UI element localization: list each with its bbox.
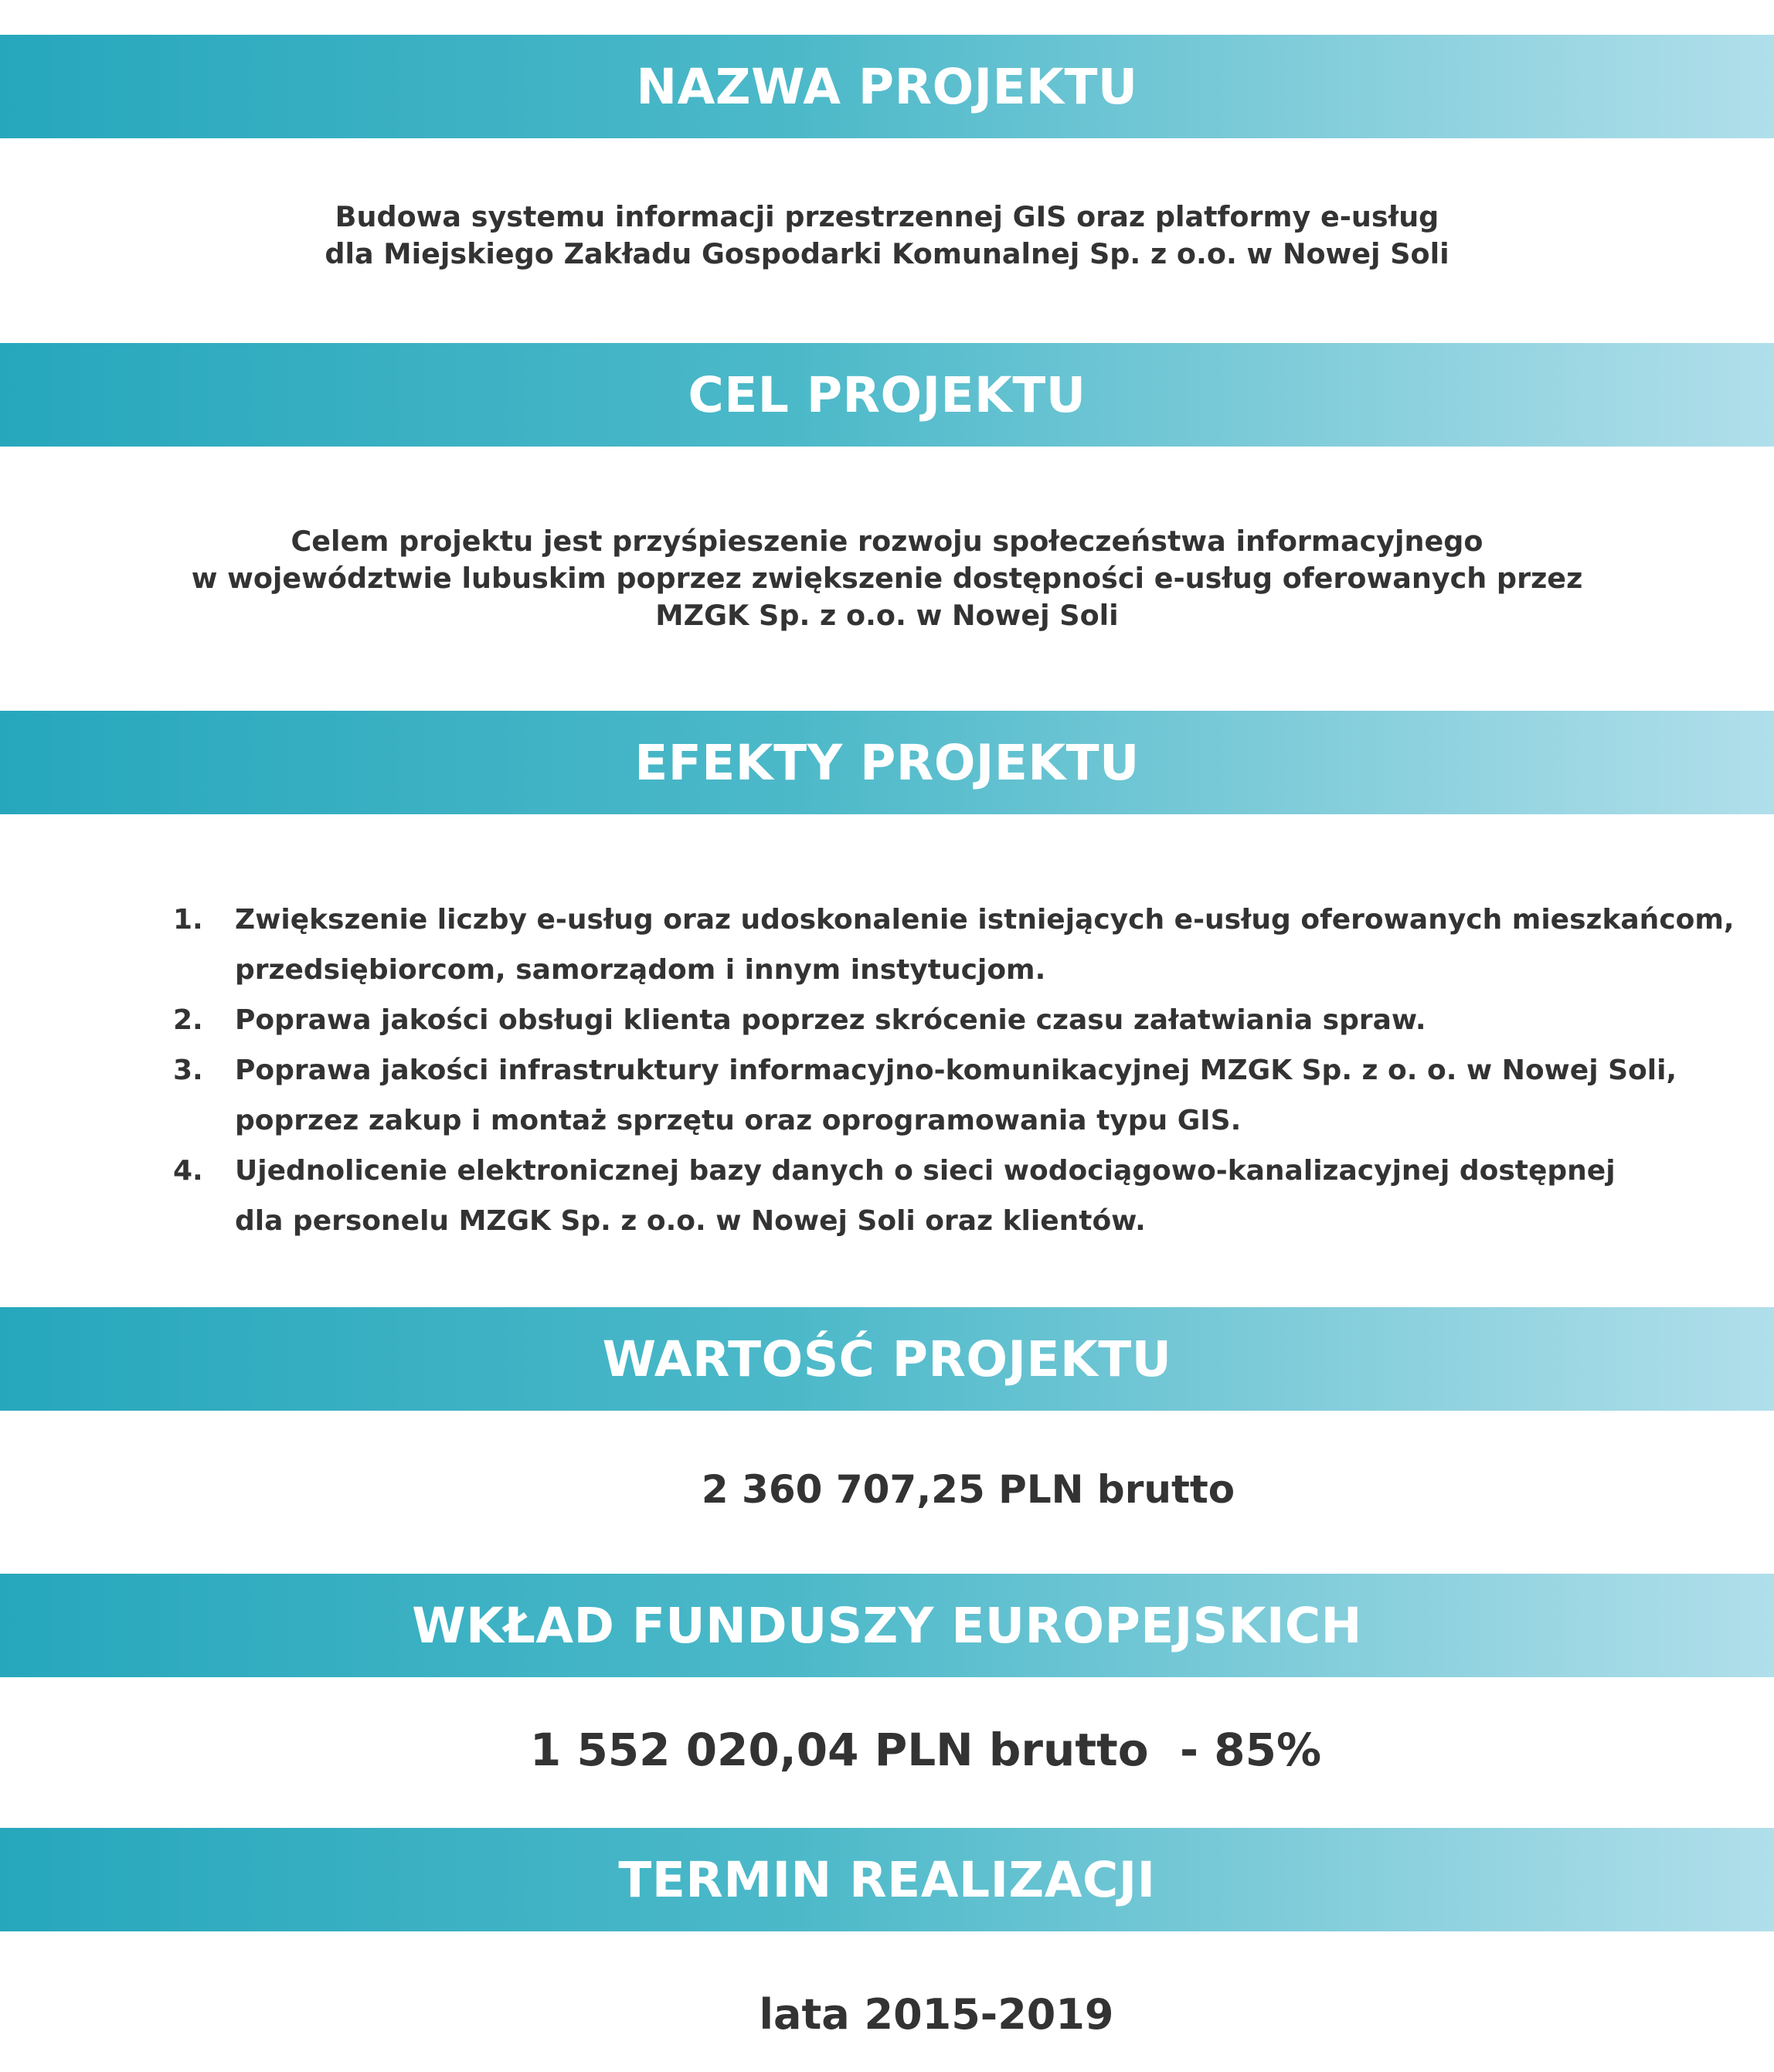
- section-header-timeline: [0, 1828, 1774, 1931]
- section-title-eu-funds: WKŁAD FUNDUSZY EUROPEJSKICH: [412, 1597, 1362, 1654]
- list-item-line: Zwiększenie liczby e-usług oraz udoskonalenie istniejących e-usług oferowanych mieszkańcom,: [235, 904, 1735, 936]
- list-item-number: 4.: [173, 1155, 203, 1187]
- project-goal-line: MZGK Sp. z o.o. w Nowej Soli: [655, 599, 1119, 632]
- list-item-text: [235, 995, 1718, 1045]
- list-item-line: przedsiębiorcom, samorządom i innym instytucjom.: [235, 954, 1046, 986]
- timeline-text: lata 2015-2019: [759, 1990, 1114, 2039]
- section-title-goal: CEL PROJEKTU: [688, 366, 1086, 423]
- list-item-number: 2.: [173, 1004, 203, 1036]
- list-item-line: Poprawa jakości obsługi klienta poprzez skrócenie czasu załatwiania spraw.: [235, 1004, 1426, 1036]
- list-item-line: Ujednolicenie elektronicznej bazy danych o sieci wodociągowo-kanalizacyjnej dostępnej: [235, 1155, 1616, 1187]
- list-item: [173, 1146, 1718, 1246]
- project-name-line: dla Miejskiego Zakładu Gospodarki Komunalnej Sp. z o.o. w Nowej Soli: [325, 237, 1449, 270]
- list-item-text: [235, 1045, 1718, 1146]
- list-item-number: 1.: [173, 904, 203, 936]
- effects-list: [173, 895, 1735, 1246]
- project-goal-text: [0, 523, 1774, 634]
- project-goal-line: w województwie lubuskim poprzez zwiększenie dostępności e-usług oferowanych przez: [191, 562, 1583, 595]
- section-header-goal: [0, 343, 1774, 447]
- project-name-text: [0, 199, 1774, 273]
- project-goal-line: Celem projektu jest przyśpieszenie rozwoju społeczeństwa informacyjnego: [291, 525, 1483, 558]
- section-header-eu-funds: [0, 1574, 1774, 1677]
- section-header-value: [0, 1307, 1774, 1411]
- section-header-name: [0, 35, 1774, 138]
- list-item: [173, 1045, 1718, 1146]
- list-item-line: poprzez zakup i montaż sprzętu oraz oprogramowania typu GIS.: [235, 1105, 1242, 1136]
- list-item: [173, 995, 1718, 1045]
- section-header-effects: [0, 711, 1774, 814]
- list-item-number: 3.: [173, 1055, 203, 1086]
- eu-funds-text: 1 552 020,04 PLN brutto - 85%: [529, 1724, 1322, 1776]
- section-title-value: WARTOŚĆ PROJEKTU: [602, 1330, 1172, 1388]
- list-item-line: dla personelu MZGK Sp. z o.o. w Nowej Soli oraz klientów.: [235, 1205, 1146, 1237]
- list-item-line: Poprawa jakości infrastruktury informacyjno-komunikacyjnej MZGK Sp. z o. o. w Nowej Soli,: [235, 1055, 1677, 1086]
- list-item: [173, 895, 1735, 995]
- section-title-effects: EFEKTY PROJEKTU: [634, 734, 1140, 791]
- section-title-timeline: TERMIN REALIZACJI: [618, 1851, 1156, 1908]
- section-title-name: NAZWA PROJEKTU: [636, 58, 1138, 115]
- project-name-line: Budowa systemu informacji przestrzennej GIS oraz platformy e-usług: [335, 200, 1439, 233]
- list-item-text: [235, 895, 1735, 995]
- list-item-text: [235, 1146, 1718, 1246]
- project-value-text: 2 360 707,25 PLN brutto: [701, 1467, 1235, 1512]
